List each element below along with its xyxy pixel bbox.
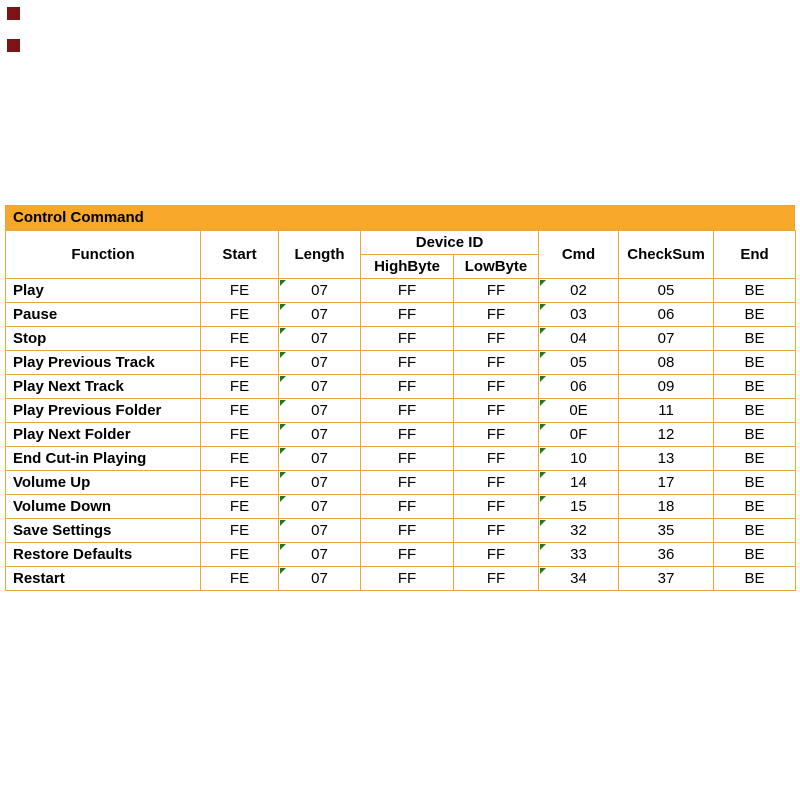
cell-end: BE xyxy=(714,375,796,399)
cell-end: BE xyxy=(714,519,796,543)
cell-highbyte: FF xyxy=(361,471,454,495)
cell-checksum: 17 xyxy=(619,471,714,495)
cell-cmd: 06 xyxy=(539,375,619,399)
cell-checksum: 13 xyxy=(619,447,714,471)
cell-lowbyte: FF xyxy=(454,303,539,327)
cell-cmd: 05 xyxy=(539,351,619,375)
table-row xyxy=(6,471,796,495)
command-table xyxy=(5,230,796,591)
table-row xyxy=(6,423,796,447)
cell-function: Stop xyxy=(6,327,201,351)
cell-cmd: 0F xyxy=(539,423,619,447)
cell-function: Pause xyxy=(6,303,201,327)
cell-start: FE xyxy=(201,519,279,543)
cell-start: FE xyxy=(201,399,279,423)
cell-start: FE xyxy=(201,303,279,327)
table-row xyxy=(6,279,796,303)
cell-end: BE xyxy=(714,423,796,447)
table-row xyxy=(6,447,796,471)
cell-cmd: 0E xyxy=(539,399,619,423)
table-title: Control Command xyxy=(5,205,795,230)
cell-end: BE xyxy=(714,351,796,375)
cell-highbyte: FF xyxy=(361,279,454,303)
cell-end: BE xyxy=(714,567,796,591)
cell-lowbyte: FF xyxy=(454,495,539,519)
cell-checksum: 35 xyxy=(619,519,714,543)
col-header-checksum: CheckSum xyxy=(619,231,714,279)
cell-cmd: 03 xyxy=(539,303,619,327)
cell-lowbyte: FF xyxy=(454,543,539,567)
cell-function: Volume Down xyxy=(6,495,201,519)
cell-cmd: 33 xyxy=(539,543,619,567)
cell-end: BE xyxy=(714,447,796,471)
cell-highbyte: FF xyxy=(361,519,454,543)
cell-length: 07 xyxy=(279,567,361,591)
cell-highbyte: FF xyxy=(361,543,454,567)
cell-cmd: 02 xyxy=(539,279,619,303)
cell-function: Play Next Folder xyxy=(6,423,201,447)
cell-start: FE xyxy=(201,567,279,591)
cell-length: 07 xyxy=(279,303,361,327)
cell-function: Play xyxy=(6,279,201,303)
cell-checksum: 36 xyxy=(619,543,714,567)
cell-length: 07 xyxy=(279,351,361,375)
cell-lowbyte: FF xyxy=(454,423,539,447)
cell-cmd: 10 xyxy=(539,447,619,471)
col-header-end: End xyxy=(714,231,796,279)
cell-checksum: 05 xyxy=(619,279,714,303)
cell-length: 07 xyxy=(279,327,361,351)
cell-length: 07 xyxy=(279,399,361,423)
cell-checksum: 18 xyxy=(619,495,714,519)
cell-function: Save Settings xyxy=(6,519,201,543)
cell-checksum: 09 xyxy=(619,375,714,399)
cell-length: 07 xyxy=(279,495,361,519)
cell-checksum: 06 xyxy=(619,303,714,327)
cell-end: BE xyxy=(714,495,796,519)
cell-start: FE xyxy=(201,543,279,567)
cell-lowbyte: FF xyxy=(454,327,539,351)
cell-end: BE xyxy=(714,279,796,303)
cell-lowbyte: FF xyxy=(454,375,539,399)
cell-cmd: 32 xyxy=(539,519,619,543)
table-row xyxy=(6,399,796,423)
table-row xyxy=(6,543,796,567)
cell-end: BE xyxy=(714,327,796,351)
table-row xyxy=(6,327,796,351)
cell-lowbyte: FF xyxy=(454,351,539,375)
cell-lowbyte: FF xyxy=(454,567,539,591)
cell-start: FE xyxy=(201,471,279,495)
cell-start: FE xyxy=(201,279,279,303)
cell-checksum: 12 xyxy=(619,423,714,447)
cell-length: 07 xyxy=(279,471,361,495)
cell-start: FE xyxy=(201,495,279,519)
cell-function: Restore Defaults xyxy=(6,543,201,567)
cell-checksum: 11 xyxy=(619,399,714,423)
cell-highbyte: FF xyxy=(361,351,454,375)
cell-lowbyte: FF xyxy=(454,399,539,423)
cell-highbyte: FF xyxy=(361,327,454,351)
cell-highbyte: FF xyxy=(361,399,454,423)
cell-start: FE xyxy=(201,375,279,399)
cell-end: BE xyxy=(714,303,796,327)
col-header-highbyte: HighByte xyxy=(361,255,454,279)
col-header-start: Start xyxy=(201,231,279,279)
cell-highbyte: FF xyxy=(361,567,454,591)
cell-lowbyte: FF xyxy=(454,447,539,471)
col-header-device-id: Device ID xyxy=(361,231,539,255)
cell-checksum: 37 xyxy=(619,567,714,591)
cell-lowbyte: FF xyxy=(454,471,539,495)
cell-length: 07 xyxy=(279,447,361,471)
cell-start: FE xyxy=(201,327,279,351)
cell-highbyte: FF xyxy=(361,447,454,471)
cell-function: Volume Up xyxy=(6,471,201,495)
cell-highbyte: FF xyxy=(361,375,454,399)
col-header-cmd: Cmd xyxy=(539,231,619,279)
table-row xyxy=(6,351,796,375)
cell-lowbyte: FF xyxy=(454,519,539,543)
control-command-table xyxy=(5,205,795,591)
table-row xyxy=(6,375,796,399)
cell-length: 07 xyxy=(279,519,361,543)
cell-highbyte: FF xyxy=(361,303,454,327)
col-header-length: Length xyxy=(279,231,361,279)
cell-start: FE xyxy=(201,423,279,447)
cell-function: End Cut-in Playing xyxy=(6,447,201,471)
cell-start: FE xyxy=(201,447,279,471)
col-header-function: Function xyxy=(6,231,201,279)
cell-length: 07 xyxy=(279,543,361,567)
red-square-icon xyxy=(7,39,20,52)
cell-end: BE xyxy=(714,543,796,567)
red-square-icon xyxy=(7,7,20,20)
cell-function: Play Previous Track xyxy=(6,351,201,375)
cell-end: BE xyxy=(714,471,796,495)
cell-highbyte: FF xyxy=(361,495,454,519)
cell-checksum: 07 xyxy=(619,327,714,351)
header-row-1 xyxy=(6,231,796,255)
cell-function: Play Previous Folder xyxy=(6,399,201,423)
cell-length: 07 xyxy=(279,423,361,447)
table-row xyxy=(6,567,796,591)
table-row xyxy=(6,495,796,519)
cell-cmd: 15 xyxy=(539,495,619,519)
cell-length: 07 xyxy=(279,375,361,399)
cell-checksum: 08 xyxy=(619,351,714,375)
cell-cmd: 14 xyxy=(539,471,619,495)
cell-end: BE xyxy=(714,399,796,423)
table-row xyxy=(6,519,796,543)
cell-cmd: 34 xyxy=(539,567,619,591)
table-row xyxy=(6,303,796,327)
cell-cmd: 04 xyxy=(539,327,619,351)
cell-lowbyte: FF xyxy=(454,279,539,303)
cell-start: FE xyxy=(201,351,279,375)
cell-length: 07 xyxy=(279,279,361,303)
cell-function: Restart xyxy=(6,567,201,591)
cell-function: Play Next Track xyxy=(6,375,201,399)
cell-highbyte: FF xyxy=(361,423,454,447)
table-body xyxy=(6,279,796,591)
col-header-lowbyte: LowByte xyxy=(454,255,539,279)
